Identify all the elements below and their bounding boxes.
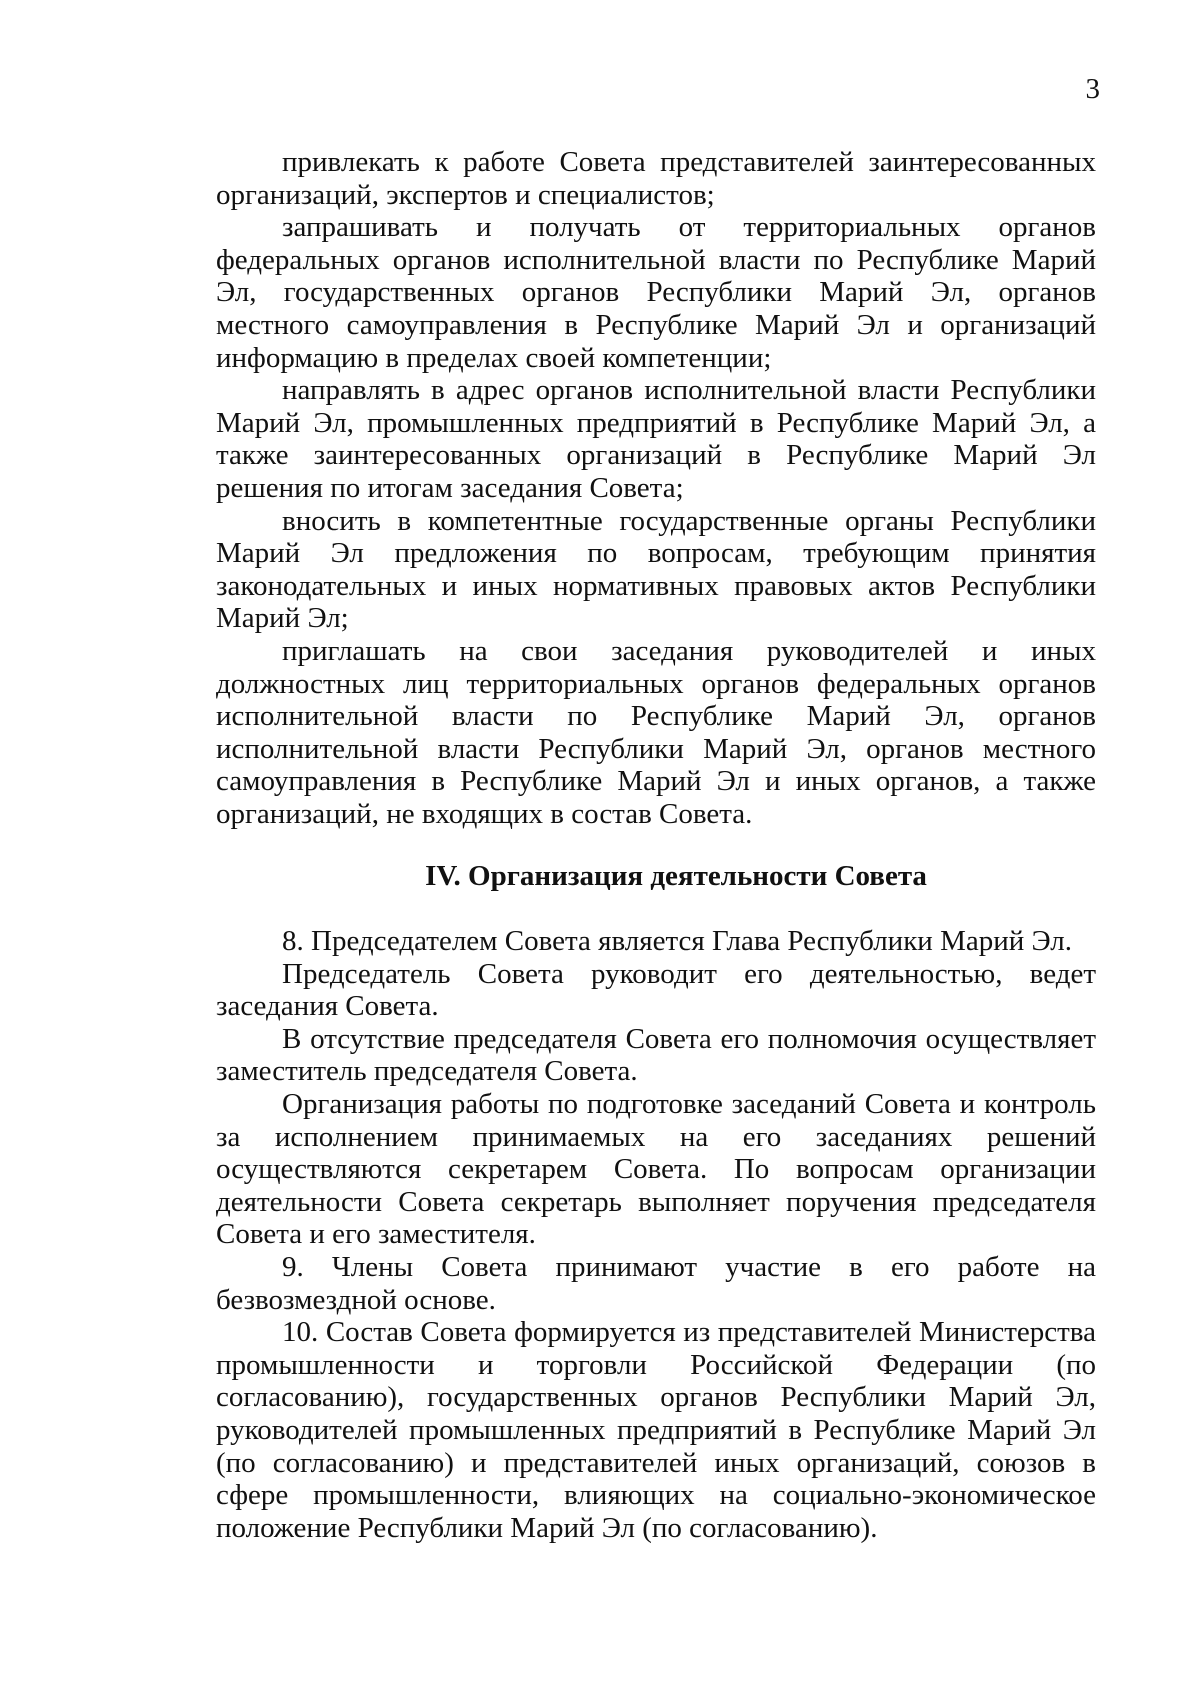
paragraph-invite-officials: приглашать на свои заседания руководителей и иных должностных лиц территориальных органов федеральных органов исполнительной власти по Республике Марий Эл, органов исполнительной власти Республики Марий Эл, органов местного самоуправления в Республике Марий Эл и иных органов, а также организаций, не входящих в состав Совета. <box>216 634 1096 830</box>
page-number: 3 <box>1085 73 1100 105</box>
paragraph-deputy: В отсутствие председателя Совета его полномочия осуществляет заместитель председателя Совета. <box>216 1022 1096 1088</box>
paragraph-chairman-duties: Председатель Совета руководит его деятельностью, ведет заседания Совета. <box>216 957 1096 1023</box>
paragraph-members: 9. Члены Совета принимают участие в его работе на безвозмездной основе. <box>216 1251 1096 1316</box>
paragraph-composition: 10. Состав Совета формируется из представителей Министерства промышленности и торговли Российской Федерации (по согласованию), государственных органов Республики Марий Эл, руководителей промышленных предприятий в Республике Марий Эл (по согласованию) и представителей иных организаций, союзов в сфере промышленности, влияющих на социально-экономическое положение Республики Марий Эл (по согласованию). <box>216 1316 1096 1544</box>
paragraph-secretary: Организация работы по подготовке заседаний Совета и контроль за исполнением принимаемых на его заседаниях решений осуществляются секретарем Совета. По вопросам организации деятельности Совета секретарь выполняет поручения председателя Совета и его заместителя. <box>216 1088 1096 1251</box>
section-heading: IV. Организация деятельности Совета <box>425 860 927 893</box>
paragraph-request-information: запрашивать и получать от территориальных органов федеральных органов исполнительной власти по Республике Марий Эл, государственных органов Республики Марий Эл, органов местного самоуправления в Республике Марий Эл и организаций информацию в пределах своей компетенции; <box>216 211 1096 374</box>
document-body <box>216 146 1096 1544</box>
paragraph-send-decisions: направлять в адрес органов исполнительной власти Республики Марий Эл, промышленных предприятий в Республике Марий Эл, а также заинтересованных организаций в Республике Марий Эл решения по итогам заседания Совета; <box>216 374 1096 504</box>
paragraph-invite-representatives: привлекать к работе Совета представителей заинтересованных организаций, экспертов и специалистов; <box>216 146 1096 211</box>
paragraph-submit-proposals: вносить в компетентные государственные органы Республики Марий Эл предложения по вопросам, требующим принятия законодательных и иных нормативных правовых актов Республики Марий Эл; <box>216 504 1096 635</box>
paragraph-chairman: 8. Председателем Совета является Глава Республики Марий Эл. <box>282 925 1072 958</box>
